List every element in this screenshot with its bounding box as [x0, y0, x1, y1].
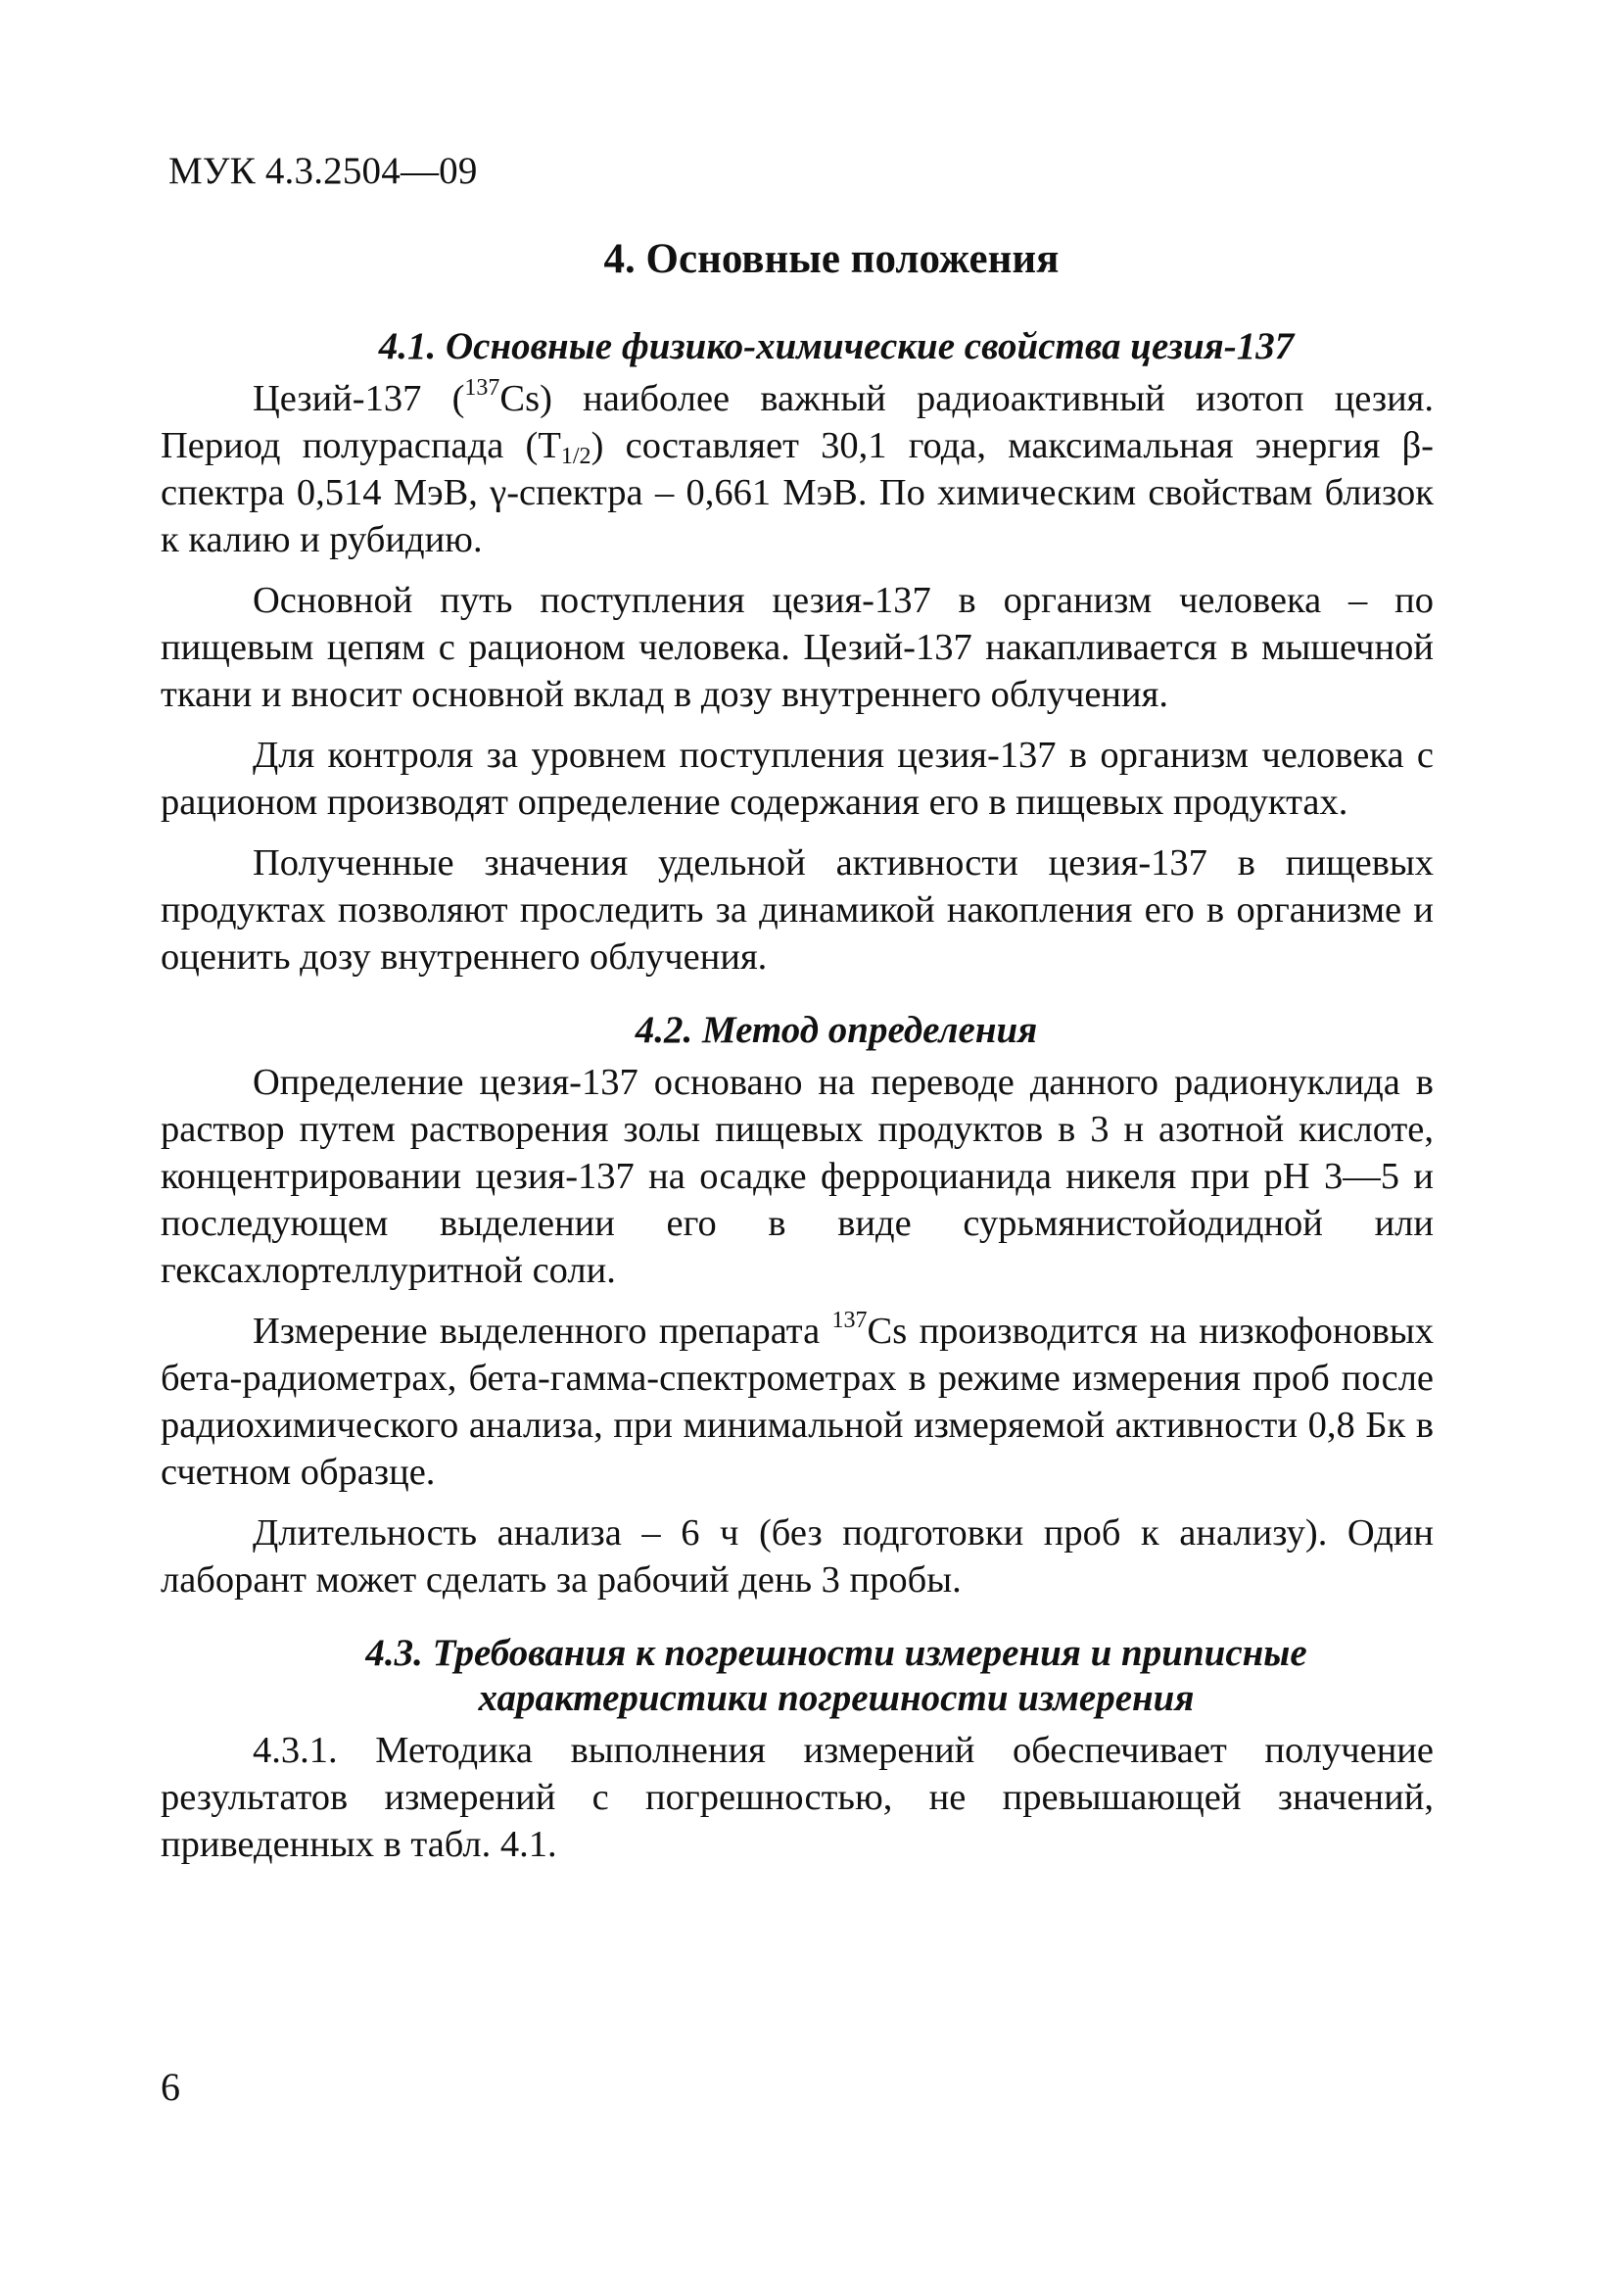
- paragraph-error-requirements: 4.3.1. Методика выполнения измерений обеспечивает получение результатов измерений с погрешностью, не превышающей значений, приведенных в табл. 4.1.: [161, 1730, 1434, 1865]
- paragraph-method-basis: Определение цезия-137 основано на переводе данного радионуклида в раствор путем растворения золы пищевых продуктов в 3 н азотной кислоте, концентрировании цезия-137 на осадке ферроцианида никеля при pH 3—5 и последующем выделении его в виде сурьмянистойодидной или гексахлортеллуритной соли.: [161, 1062, 1434, 1291]
- body-column: [161, 235, 1434, 1882]
- subsection-title-4-1: 4.1. Основные физико-химические свойства цезия-137: [378, 325, 1295, 367]
- document-code-header: МУК 4.3.2504—09: [168, 150, 478, 192]
- page-number: 6: [161, 2065, 180, 2109]
- paragraph-cesium-properties: [161, 375, 1434, 563]
- text-run: Цезий-137 (: [253, 378, 465, 419]
- subsection-title-4-2: 4.2. Метод определения: [635, 1009, 1038, 1051]
- paragraph-specific-activity: Полученные значения удельной активности цезия-137 в пищевых продуктах позволяют проследить за динамикой накопления его в организме и оценить дозу внутреннего облучения.: [161, 842, 1434, 978]
- paragraph-analysis-duration: Длительность анализа – 6 ч (без подготовки проб к анализу). Один лаборант может сделать за рабочий день 3 пробы.: [161, 1512, 1434, 1601]
- superscript-mass-number: 137: [464, 375, 500, 401]
- text-run: ) составляет 30,1 года, максимальная энергия β-спектра 0,514 МэВ, γ-спектра – 0,661 МэВ. По химическим свойствам близок к калию и рубидию.: [161, 425, 1435, 560]
- subsection-title-line: 4.3. Требования к погрешности измерения и приписные: [365, 1632, 1307, 1674]
- superscript-mass-number: 137: [831, 1308, 868, 1333]
- paragraph-intake-path: Основной путь поступления цезия-137 в организм человека – по пищевым цепям с рационом человека. Цезий-137 накапливается в мышечной ткани и вносит основной вклад в дозу внутреннего облучения.: [161, 580, 1434, 715]
- section-title: 4. Основные положения: [603, 236, 1060, 282]
- subsection-title-line: характеристики погрешности измерения: [478, 1677, 1195, 1719]
- paragraph-measurement: [161, 1308, 1434, 1496]
- text-run: Измерение выделенного препарата: [253, 1311, 832, 1352]
- text-run: Cs производится на низкофоновых бета-радиометрах, бета-гамма-спектрометрах в режиме измерения проб после радиохимического анализа, при минимальной измеряемой активности 0,8 Бк в счетном образце.: [161, 1311, 1434, 1493]
- subsection-title-4-3: [161, 1631, 1434, 1721]
- text-run: Cs) наиболее важный радиоактивный изотоп цезия. Период полураспада (T: [161, 378, 1435, 466]
- subscript-half: 1/2: [560, 444, 591, 469]
- paragraph-intake-control: Для контроля за уровнем поступления цезия-137 в организм человека с рационом производят определение содержания его в пищевых продуктах.: [161, 735, 1434, 823]
